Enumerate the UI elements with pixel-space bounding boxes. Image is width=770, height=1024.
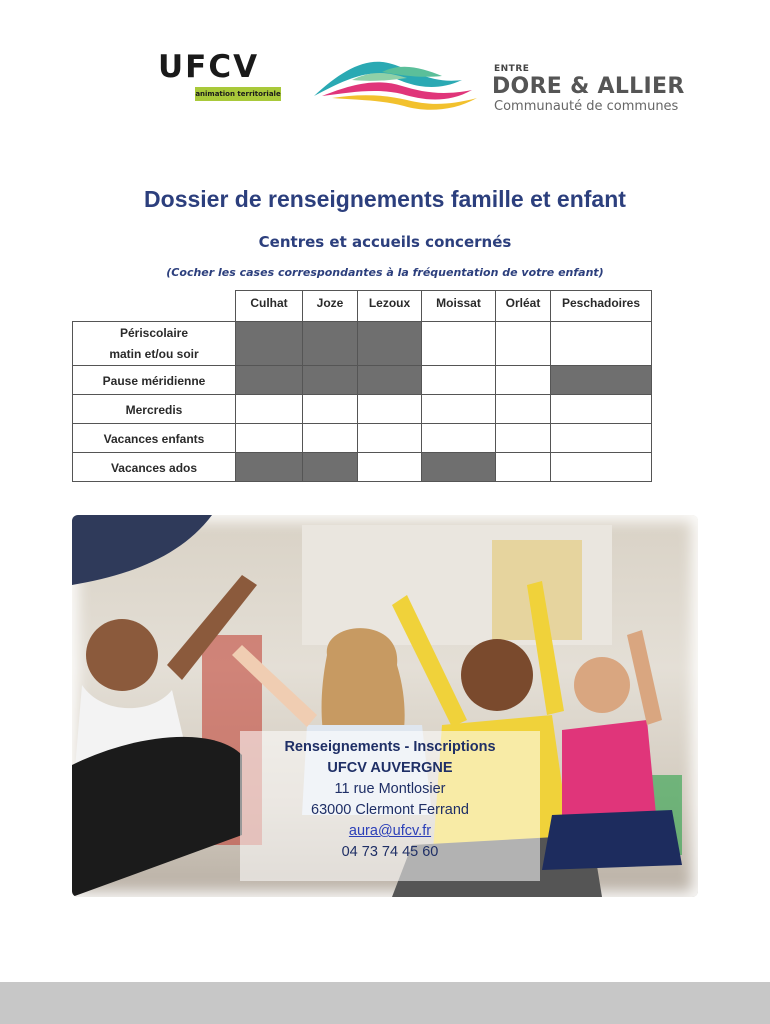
contact-phone: 04 73 74 45 60 [341, 844, 439, 860]
footer-bar [0, 982, 770, 1024]
row-label [73, 453, 236, 482]
column-header: Moissat [422, 291, 496, 322]
column-header: Peschadoires [551, 291, 652, 322]
row-label-line: Mercredis [125, 403, 183, 417]
checkbox-cell[interactable] [551, 424, 652, 453]
row-label [73, 366, 236, 395]
row-label-line: Vacances ados [110, 461, 198, 475]
page-subtitle: Centres et accueils concernés [258, 233, 512, 251]
row-label [73, 322, 236, 366]
table-row [73, 366, 652, 395]
contact-box [240, 731, 540, 881]
checkbox-cell[interactable] [422, 424, 496, 453]
checkbox-cell[interactable] [422, 366, 496, 395]
checkbox-cell[interactable] [236, 395, 303, 424]
checkbox-cell[interactable] [358, 395, 422, 424]
ufcv-wordmark: UFCV [158, 49, 260, 85]
dore-allier-wave-icon [312, 50, 492, 120]
checkbox-cell[interactable] [236, 424, 303, 453]
row-label [73, 424, 236, 453]
contact-email-link[interactable]: aura@ufcv.fr [348, 823, 432, 839]
checkbox-cell[interactable] [303, 424, 358, 453]
checkbox-cell[interactable] [496, 453, 551, 482]
dore-sub-text: Communauté de communes [494, 99, 679, 114]
checkbox-cell[interactable] [496, 322, 551, 366]
dore-entre-text: ENTRE [494, 64, 530, 74]
unavailable-cell [236, 366, 303, 395]
checkbox-cell[interactable] [551, 453, 652, 482]
column-header: Lezoux [358, 291, 422, 322]
checkbox-cell[interactable] [358, 453, 422, 482]
unavailable-cell [236, 322, 303, 366]
unavailable-cell [303, 453, 358, 482]
row-label-line: Pause méridienne [102, 374, 206, 388]
table-row [73, 453, 652, 482]
unavailable-cell [358, 322, 422, 366]
checkbox-cell[interactable] [358, 424, 422, 453]
dore-name-text: DORE & ALLIER [492, 74, 685, 99]
contact-street: 11 rue Montlosier [334, 781, 446, 797]
unavailable-cell [303, 322, 358, 366]
attendance-table [72, 290, 652, 482]
row-label [73, 395, 236, 424]
table-row [73, 424, 652, 453]
unavailable-cell [422, 453, 496, 482]
table-row [73, 395, 652, 424]
table-corner [73, 291, 236, 322]
row-label-line: Vacances enfants [103, 432, 205, 446]
checkbox-cell[interactable] [496, 395, 551, 424]
contact-org: UFCV AUVERGNE [327, 760, 453, 776]
page-title: Dossier de renseignements famille et enfant [144, 186, 626, 212]
checkbox-cell[interactable] [422, 322, 496, 366]
table-row [73, 322, 652, 366]
column-header: Culhat [236, 291, 303, 322]
instruction-note: (Cocher les cases correspondantes à la fréquentation de votre enfant) [166, 266, 604, 279]
checkbox-cell[interactable] [303, 395, 358, 424]
column-header: Orléat [496, 291, 551, 322]
row-label-line: matin et/ou soir [109, 347, 199, 361]
checkbox-cell[interactable] [551, 395, 652, 424]
dore-allier-logo [312, 50, 692, 120]
unavailable-cell [358, 366, 422, 395]
column-header: Joze [303, 291, 358, 322]
checkbox-cell[interactable] [422, 395, 496, 424]
checkbox-cell[interactable] [496, 366, 551, 395]
contact-heading: Renseignements - Inscriptions [284, 739, 496, 755]
unavailable-cell [551, 366, 652, 395]
unavailable-cell [236, 453, 303, 482]
ufcv-tagline: animation territoriale [195, 87, 281, 101]
checkbox-cell[interactable] [551, 322, 652, 366]
ufcv-logo [158, 49, 286, 104]
checkbox-cell[interactable] [496, 424, 551, 453]
row-label-line: Périscolaire [119, 326, 189, 340]
unavailable-cell [303, 366, 358, 395]
contact-city: 63000 Clermont Ferrand [311, 802, 469, 818]
